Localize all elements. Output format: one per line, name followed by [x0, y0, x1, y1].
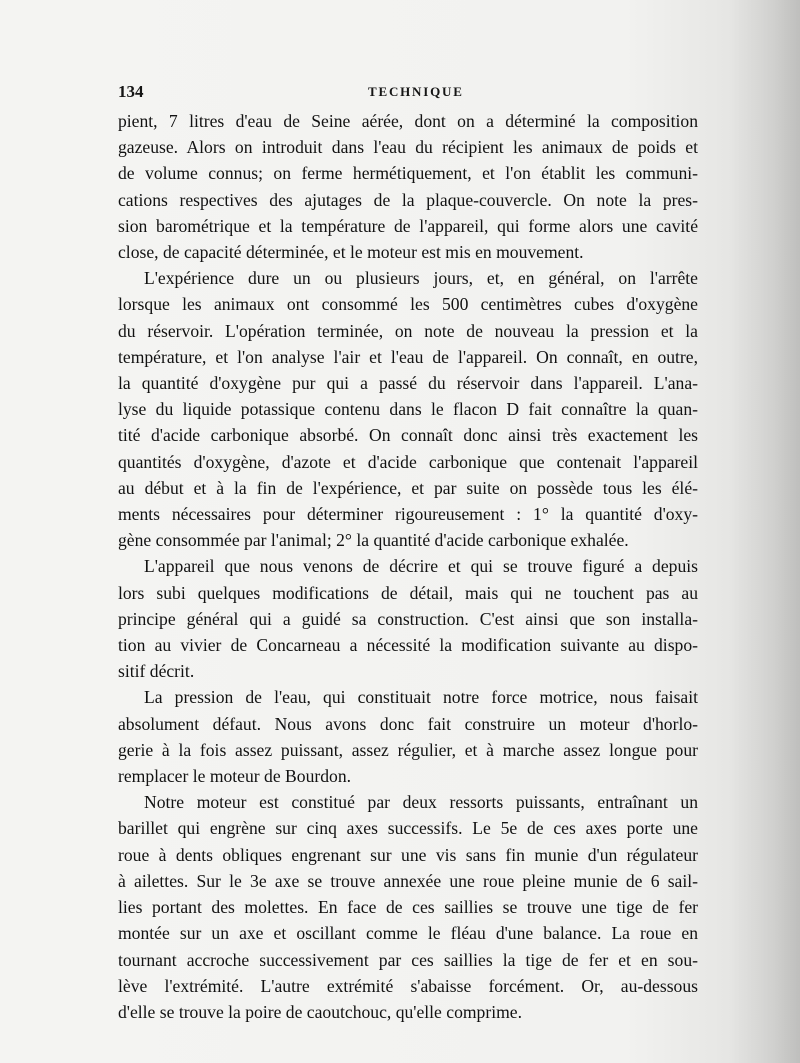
text-line: de volume connus; on ferme hermétiquement, et l'on établit les communi-: [118, 163, 698, 184]
text-line: gazeuse. Alors on introduit dans l'eau du récipient les animaux de poids et: [118, 137, 698, 158]
page-number: 134: [118, 82, 144, 101]
text-line: d'elle se trouve la poire de caoutchouc, qu'elle comprime.: [118, 1001, 522, 1022]
text-line: L'appareil que nous venons de décrire et qui se trouve figuré a depuis: [144, 556, 698, 577]
text-line: sitif décrit.: [118, 661, 195, 682]
text-line: close, de capacité déterminée, et le moteur est mis en mouvement.: [118, 242, 584, 263]
body-text: [118, 108, 698, 1025]
text-line: au début et à la fin de l'expérience, et par suite on possède tous les élé-: [118, 477, 698, 498]
text-line: remplacer le moteur de Bourdon.: [118, 766, 352, 787]
text-line: ments nécessaires pour déterminer rigoureusement : 1° la quantité d'oxy-: [118, 504, 698, 525]
text-line: gène consommée par l'animal; 2° la quantité d'acide carbonique exhalée.: [118, 530, 629, 551]
text-line: La pression de l'eau, qui constituait notre force motrice, nous faisait: [144, 687, 698, 708]
text-line: tité d'acide carbonique absorbé. On connaît donc ainsi très exactement les: [118, 425, 698, 446]
text-line: du réservoir. L'opération terminée, on note de nouveau la pression et la: [118, 320, 698, 341]
text-line: à ailettes. Sur le 3e axe se trouve annexée une roue pleine munie de 6 sail-: [118, 870, 698, 891]
text-line: température, et l'on analyse l'air et l'eau de l'appareil. On connaît, en outre,: [118, 346, 698, 367]
paragraph: [118, 789, 698, 1025]
text-line: principe général qui a guidé sa construction. C'est ainsi que son installa-: [118, 608, 698, 629]
text-line: tournant accroche successivement par ces saillies la tige de fer et en sou-: [118, 949, 698, 970]
paragraph: [118, 108, 698, 265]
text-line: roue à dents obliques engrenant sur une vis sans fin munie d'un régulateur: [118, 844, 698, 865]
text-line: sion barométrique et la température de l'appareil, qui forme alors une cavité: [118, 215, 698, 236]
running-title: TECHNIQUE: [368, 84, 464, 99]
paragraph: [118, 684, 698, 789]
text-line: absolument défaut. Nous avons donc fait construire un moteur d'horlo-: [118, 713, 698, 734]
text-line: pient, 7 litres d'eau de Seine aérée, dont on a déterminé la composition: [118, 111, 698, 131]
page-header: [118, 82, 698, 106]
text-line: tion au vivier de Concarneau a nécessité la modification suivante au dispo-: [118, 635, 698, 656]
text-line: cations respectives des ajutages de la plaque-couvercle. On note la pres-: [118, 189, 698, 210]
text-line: lors subi quelques modifications de détail, mais qui ne touchent pas au: [118, 582, 698, 603]
text-line: lorsque les animaux ont consommé les 500 centimètres cubes d'oxygène: [118, 294, 698, 315]
text-line: lève l'extrémité. L'autre extrémité s'abaisse forcément. Or, au-dessous: [118, 975, 698, 996]
text-line: gerie à la fois assez puissant, assez régulier, et à marche assez longue pour: [118, 739, 698, 760]
paragraph: [118, 265, 698, 553]
text-line: lies portant des molettes. En face de ces saillies se trouve une tige de fer: [118, 897, 698, 918]
text-line: la quantité d'oxygène pur qui a passé du réservoir dans l'appareil. L'ana-: [118, 373, 698, 394]
text-line: lyse du liquide potassique contenu dans le flacon D fait connaître la quan-: [118, 399, 698, 420]
text-line: Notre moteur est constitué par deux ressorts puissants, entraînant un: [144, 792, 698, 813]
text-line: quantités d'oxygène, d'azote et d'acide carbonique que contenait l'appareil: [118, 451, 698, 472]
text-line: barillet qui engrène sur cinq axes successifs. Le 5e de ces axes porte une: [118, 818, 698, 839]
text-line: montée sur un axe et oscillant comme le fléau d'une balance. La roue en: [118, 923, 698, 944]
paragraph: [118, 553, 698, 684]
text-line: L'expérience dure un ou plusieurs jours, et, en général, on l'arrête: [144, 268, 698, 289]
page-edge-shadow: [730, 0, 800, 1063]
